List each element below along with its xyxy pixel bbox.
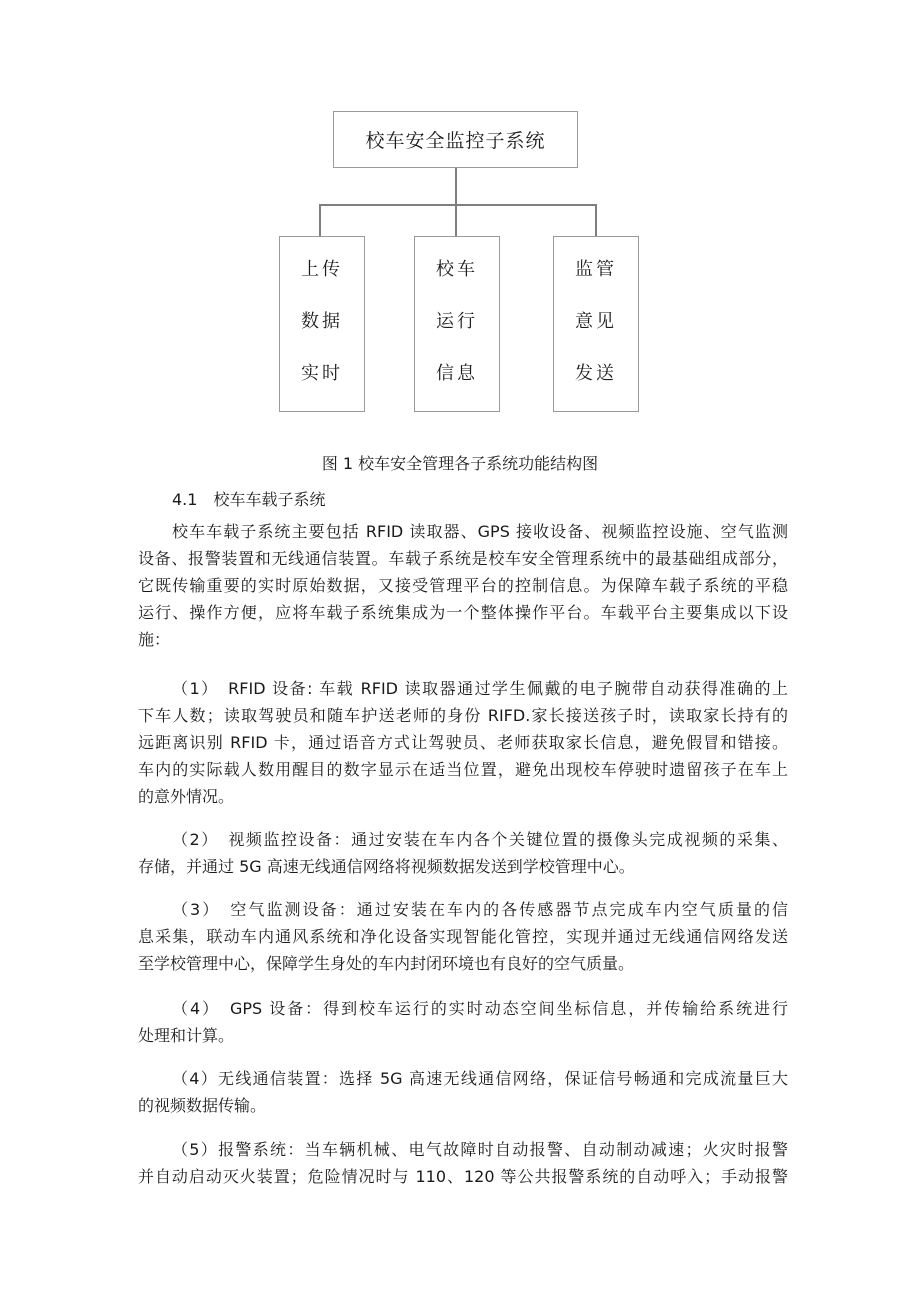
child-node-line: 运行 (436, 311, 478, 332)
connector-bus (319, 204, 597, 206)
paragraph-gps (138, 995, 788, 1049)
text-line: 它既传输重要的实时原始数据，又接受管理平台的控制信息。为保障车载子系统的平稳 (138, 576, 788, 595)
text-line: 远距离识别 RFID 卡，通过语音方式让驾驶员、老师获取家长信息，避免假冒和错接。 (138, 733, 788, 752)
connector-left (319, 204, 321, 236)
child-node-line: 监管 (575, 259, 617, 280)
text-line: 下车人数；读取驾驶员和随车护送老师的身份 RIFD.家长接送孩子时，读取家长持有的 (138, 706, 788, 725)
section-number: 4.1 (172, 490, 198, 509)
text-line: 运行、操作方便，应将车载子系统集成为一个整体操作平台。车载平台主要集成以下设 (138, 603, 788, 622)
text-line: （2） 视频监控设备：通过安装在车内各个关键位置的摄像头完成视频的采集、 (172, 830, 788, 849)
paragraph-wireless (138, 1065, 788, 1119)
function-structure-diagram (0, 0, 920, 420)
paragraph-rfid (138, 675, 788, 810)
child-node-line: 校车 (436, 259, 478, 280)
text-line: 校车车载子系统主要包括 RFID 读取器、GPS 接收设备、视频监控设施、空气监测 (172, 522, 788, 541)
text-line: （4） GPS 设备：得到校车运行的实时动态空间坐标信息，并传输给系统进行 (172, 999, 788, 1018)
root-node (333, 111, 578, 168)
connector-right (595, 204, 597, 236)
text-line: 的意外情况。 (138, 787, 235, 806)
section-title: 校车车载子系统 (213, 490, 326, 509)
child-node-line: 实时 (301, 363, 343, 384)
child-node-line: 信息 (436, 363, 478, 384)
child-node-line: 上传 (301, 259, 343, 280)
connector-middle (455, 204, 457, 236)
root-node-label: 校车安全监控子系统 (365, 130, 546, 152)
child-node-supervision (553, 236, 639, 412)
text-line: （3） 空气监测设备：通过安装在车内的各传感器节点完成车内空气质量的信 (172, 900, 788, 919)
child-node-line: 发送 (575, 363, 617, 384)
paragraph-video (138, 826, 788, 880)
child-node-line: 数据 (301, 311, 343, 332)
paragraph-overview (138, 518, 788, 653)
paragraph-alarm (138, 1136, 788, 1190)
text-line: 设备、报警装置和无线通信装置。车载子系统是校车安全管理系统中的最基础组成部分， (138, 549, 788, 568)
child-node-upload (279, 236, 365, 412)
text-line: （1） RFID 设备: 车载 RFID 读取器通过学生佩戴的电子腕带自动获得准确的上 (172, 679, 788, 698)
text-line: （4）无线通信装置：选择 5G 高速无线通信网络，保证信号畅通和完成流量巨大 (172, 1069, 788, 1088)
text-line: 并自动启动灭火装置；危险情况时与 110、120 等公共报警系统的自动呼入；手动报警 (138, 1167, 788, 1186)
connector-trunk (455, 168, 457, 205)
section-heading (172, 487, 325, 510)
text-line: 施： (138, 630, 171, 649)
text-line: 处理和计算。 (138, 1026, 235, 1045)
text-line: 至学校管理中心，保障学生身处的车内封闭环境也有良好的空气质量。 (138, 954, 635, 973)
figure-caption: 图 1 校车安全管理各子系统功能结构图 (321, 454, 599, 473)
text-line: 息采集，联动车内通风系统和净化设备实现智能化管控，实现并通过无线通信网络发送 (138, 927, 788, 946)
text-line: （5）报警系统：当车辆机械、电气故障时自动报警、自动制动减速；火灾时报警 (172, 1140, 788, 1159)
child-node-operation (414, 236, 500, 412)
child-node-line: 意见 (575, 311, 617, 332)
text-line: 存储，并通过 5G 高速无线通信网络将视频数据发送到学校管理中心。 (138, 857, 635, 876)
text-line: 的视频数据传输。 (138, 1096, 267, 1115)
paragraph-air (138, 896, 788, 977)
text-line: 车内的实际载人数用醒目的数字显示在适当位置，避免出现校车停驶时遗留孩子在车上 (138, 760, 788, 779)
